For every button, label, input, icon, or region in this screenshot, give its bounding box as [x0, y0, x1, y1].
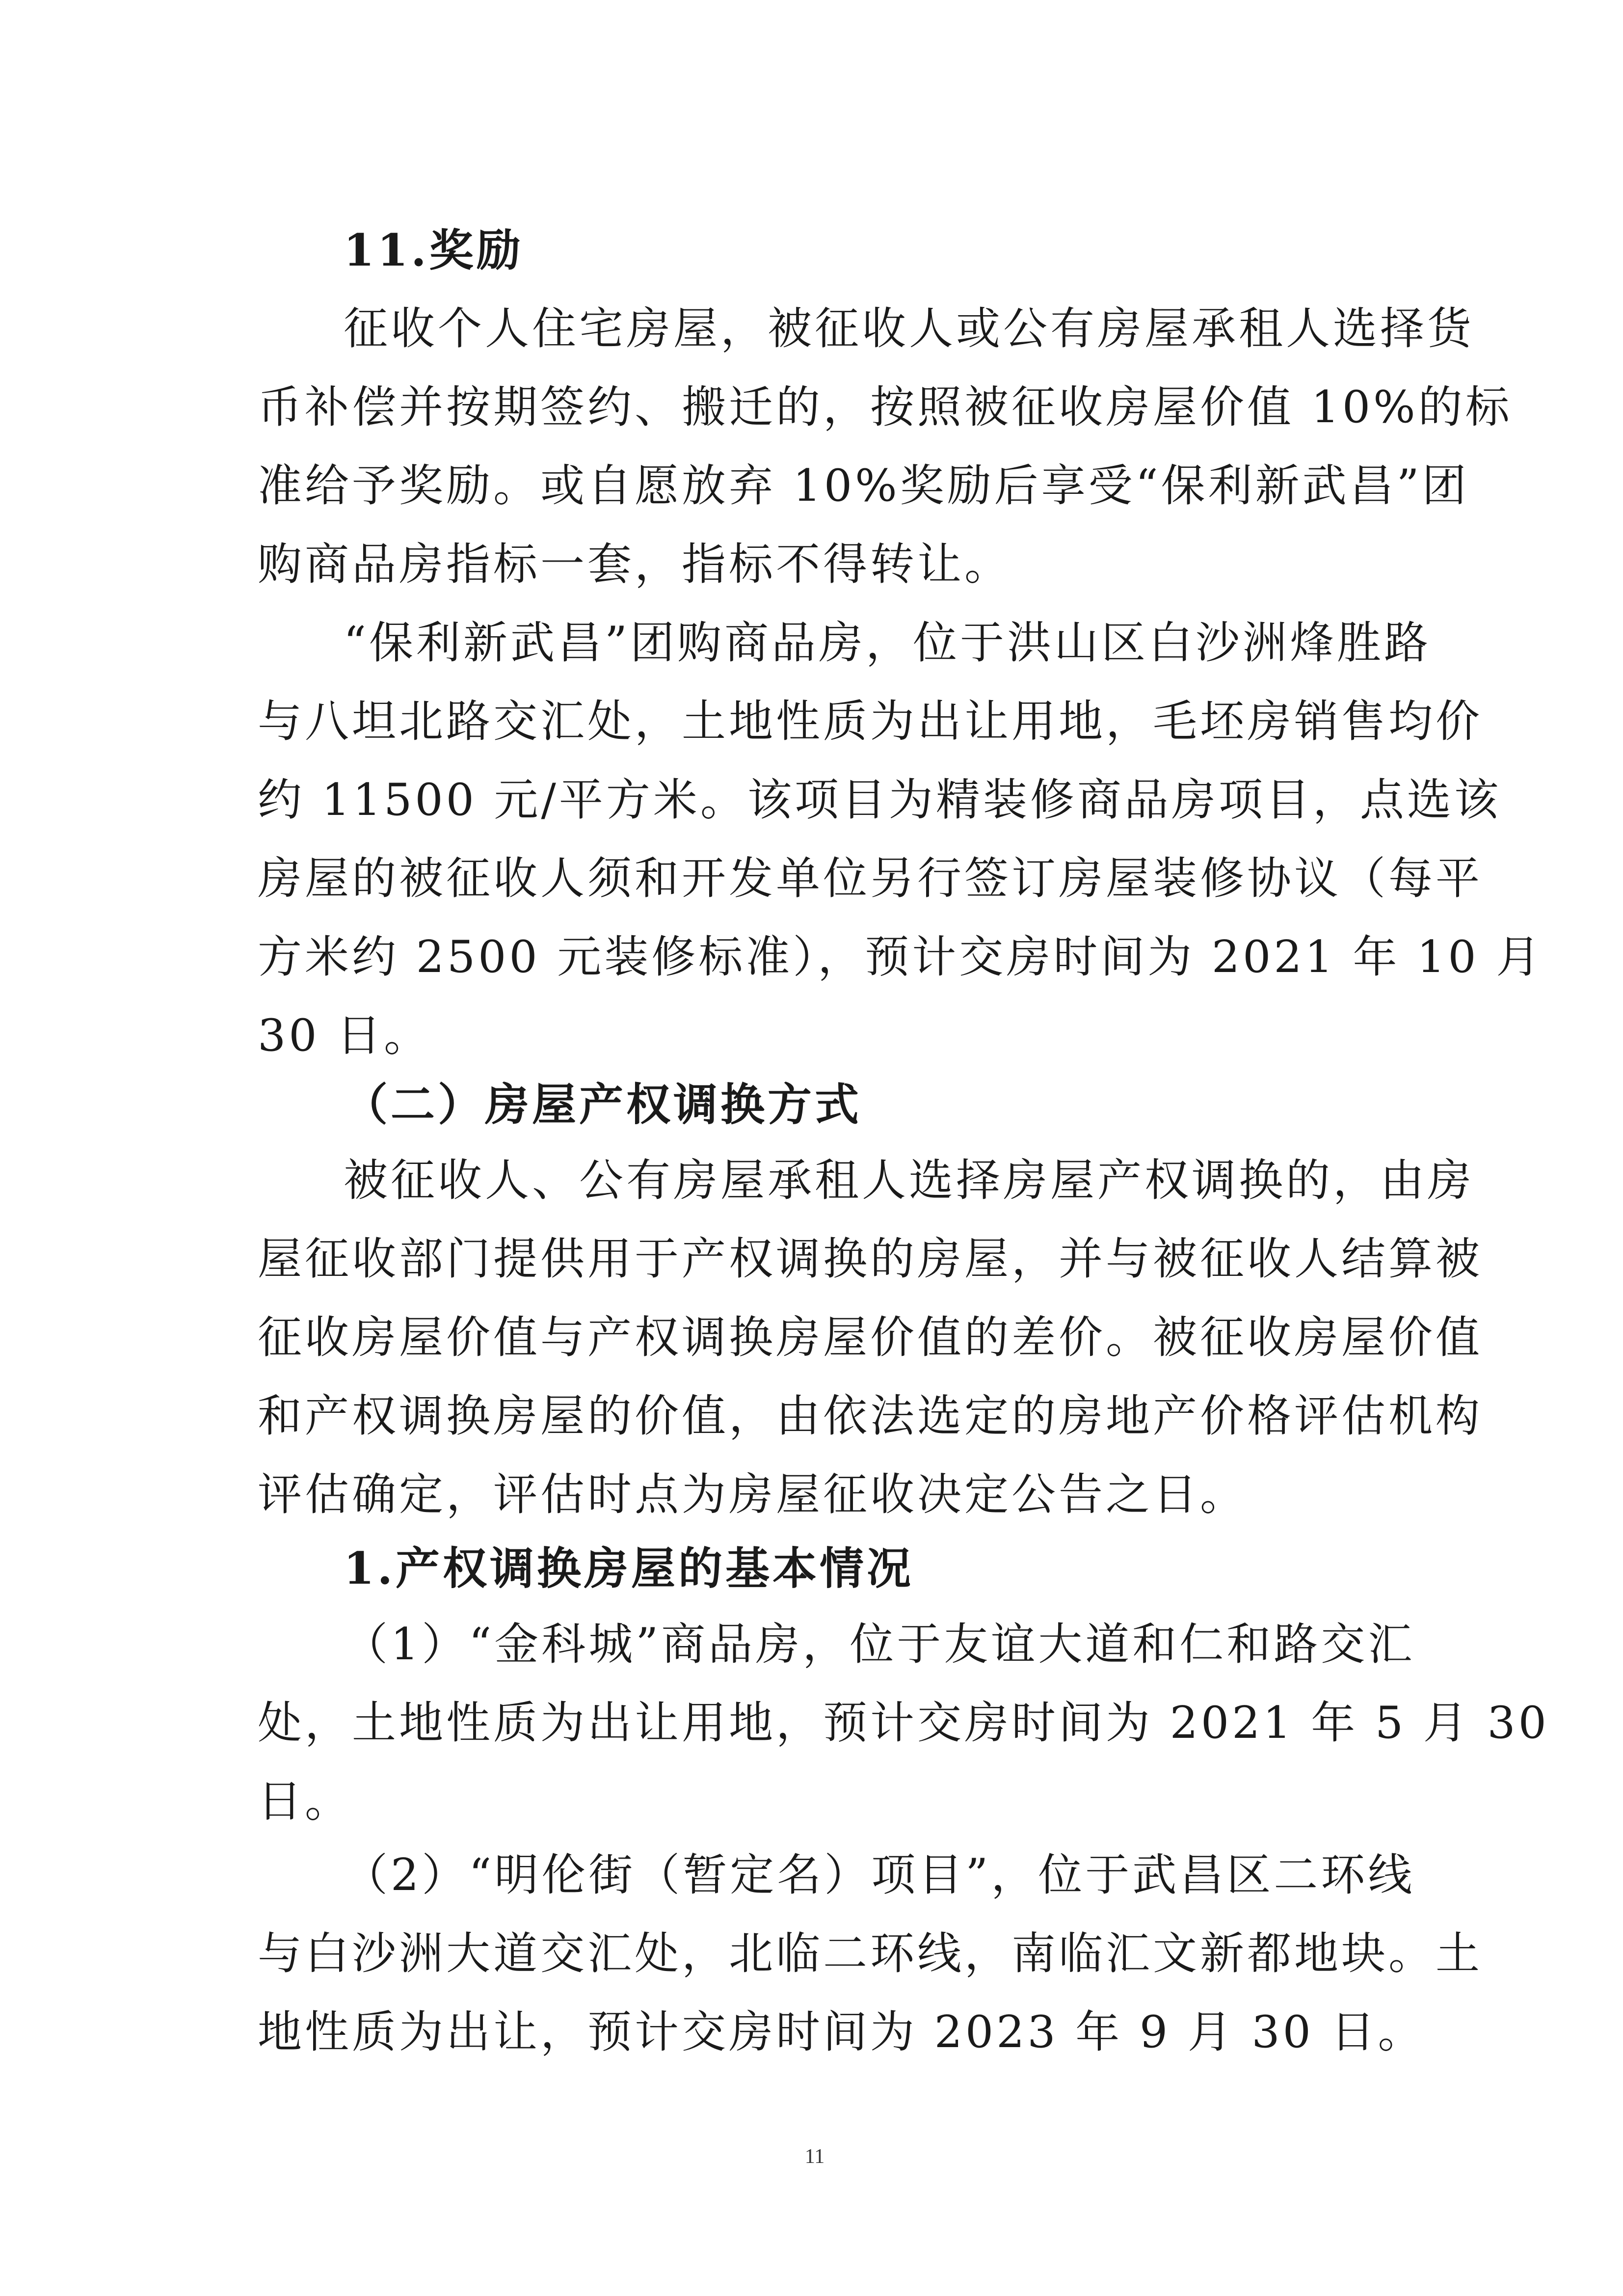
paragraph-line: 和产权调换房屋的价值，由依法选定的房地产价格评估机构 [258, 1390, 1483, 1442]
paragraph-line: 征收房屋价值与产权调换房屋价值的差价。被征收房屋价值 [258, 1312, 1483, 1363]
section-heading-reward: 11.奖励 [344, 224, 524, 276]
paragraph-line: 方米约 2500 元装修标准），预计交房时间为 2021 年 10 月 [258, 931, 1543, 983]
paragraph-line: 评估确定，评估时点为房屋征收决定公告之日。 [258, 1469, 1247, 1520]
paragraph-line: 被征收人、公有房屋承租人选择房屋产权调换的，由房 [344, 1155, 1474, 1206]
paragraph-line: 屋征收部门提供用于产权调换的房屋，并与被征收人结算被 [258, 1233, 1483, 1285]
paragraph-line: 币补偿并按期签约、搬迁的，按照被征收房屋价值 10%的标 [258, 381, 1513, 433]
paragraph-line: 30 日。 [258, 1010, 431, 1061]
section-heading-property-exchange: （二）房屋产权调换方式 [344, 1079, 862, 1131]
paragraph-line: 准给予奖励。或自愿放弃 10%奖励后享受“保利新武昌”团 [258, 460, 1469, 512]
paragraph-line: （1）“金科城”商品房，位于友谊大道和仁和路交汇 [344, 1619, 1415, 1670]
subsection-heading: 1.产权调换房屋的基本情况 [344, 1542, 914, 1594]
paragraph-line: 与白沙洲大道交汇处，北临二环线，南临汇文新都地块。土 [258, 1928, 1483, 1979]
paragraph-line: 地性质为出让，预计交房时间为 2023 年 9 月 30 日。 [258, 2006, 1425, 2058]
paragraph-line: 购商品房指标一套，指标不得转让。 [258, 539, 1011, 590]
paragraph-line: 房屋的被征收人须和开发单位另行签订房屋装修协议（每平 [258, 853, 1483, 904]
page-number: 11 [804, 2145, 825, 2168]
paragraph-line: （2）“明伦街（暂定名）项目”，位于武昌区二环线 [344, 1849, 1415, 1901]
paragraph-line: 约 11500 元/平方米。该项目为精装修商品房项目，点选该 [258, 774, 1501, 826]
paragraph-line: 日。 [258, 1776, 352, 1827]
paragraph-line: 与八坦北路交汇处，土地性质为出让用地，毛坯房销售均价 [258, 696, 1483, 747]
paragraph-line: “保利新武昌”团购商品房，位于洪山区白沙洲烽胜路 [344, 617, 1432, 669]
paragraph-line: 处，土地性质为出让用地，预计交房时间为 2021 年 5 月 30 [258, 1697, 1549, 1749]
paragraph-line: 征收个人住宅房屋，被征收人或公有房屋承租人选择货 [344, 303, 1474, 354]
